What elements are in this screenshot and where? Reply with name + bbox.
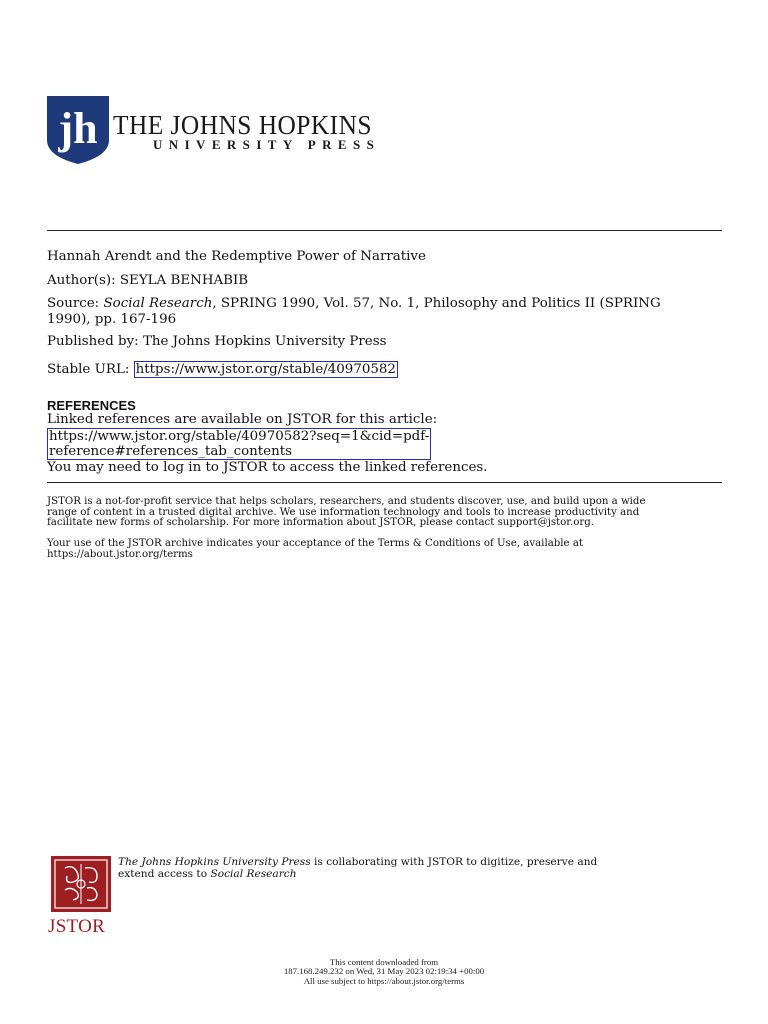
footer-line-2: 187.168.249.232 on Wed, 31 May 2023 02:19:34 +00:00 (283, 966, 485, 977)
collaboration-text-2: extend access to (118, 867, 211, 880)
published-label: Published by: (47, 334, 139, 349)
references-intro: Linked references are available on JSTOR for this article: (47, 412, 438, 427)
author-name: SEYLA BENHABIB (119, 273, 249, 288)
source-line-1 (47, 295, 661, 312)
footer-line-1: This content downloaded from (329, 957, 439, 967)
download-footer (0, 958, 768, 986)
collaboration-publisher: The Johns Hopkins University Press (118, 856, 311, 868)
jstor-logo (48, 856, 116, 938)
publisher-logo (47, 96, 381, 166)
notice-line: JSTOR is a not-for-profit service that helps scholars, researchers, and students discover, use, and build upon a wide (47, 496, 646, 507)
footer-line-3: All use subject to https://about.jstor.org/terms (303, 975, 465, 986)
collaboration-journal: Social Research (210, 867, 297, 880)
notice-line: facilitate new forms of scholarship. For more information about JSTOR, please contact support@jstor.org. (47, 517, 595, 529)
collaboration-statement (118, 857, 678, 880)
references-link-line-1: https://www.jstor.org/stable/40970582?seq=1&cid=pdf- (49, 428, 430, 444)
source-details: , SPRING 1990, Vol. 57, No. 1, Philosophy and Politics II (SPRING (212, 296, 661, 311)
publisher-name: THE JOHNS HOPKINS (113, 110, 372, 140)
references-link[interactable] (47, 428, 431, 460)
top-divider (47, 230, 722, 231)
published-by: The Johns Hopkins University Press (142, 334, 387, 349)
terms-link[interactable]: https://about.jstor.org/terms (47, 548, 193, 560)
jstor-emblem-icon (51, 856, 111, 912)
terms-line: Your use of the JSTOR archive indicates your acceptance of the Terms & Conditions of Use, available at (47, 538, 583, 549)
source-line-2: 1990), pp. 167-196 (47, 312, 177, 327)
jstor-notice-paragraph (47, 497, 722, 529)
source-journal: Social Research (103, 296, 213, 311)
jstor-wordmark: JSTOR (48, 916, 106, 937)
collaboration-line-2 (118, 869, 678, 881)
stable-url-label: Stable URL: (47, 362, 130, 377)
terms-paragraph (47, 539, 722, 560)
references-note: You may need to log in to JSTOR to access the linked references. (47, 459, 488, 475)
author-label: Author(s): (47, 273, 116, 288)
source-label: Source: (47, 296, 100, 311)
collaboration-text-1: is collaborating with JSTOR to digitize, preserve and (310, 856, 598, 868)
published-line (47, 333, 386, 350)
references-heading: REFERENCES (47, 398, 136, 413)
jhu-shield-logo (47, 96, 109, 164)
author-line (47, 272, 248, 289)
middle-divider (47, 482, 722, 483)
stable-url-line (47, 361, 398, 378)
references-link-line-2: reference#references_tab_contents (49, 443, 292, 459)
stable-url-link[interactable]: https://www.jstor.org/stable/40970582 (135, 362, 396, 377)
references-body (47, 412, 722, 475)
jhu-mark: jh (58, 104, 98, 153)
article-title: Hannah Arendt and the Redemptive Power of Narrative (47, 249, 426, 264)
publisher-subname: UNIVERSITY PRESS (153, 137, 381, 152)
notice-line: range of content in a trusted digital archive. We use information technology and tools to increase productivity and (47, 506, 640, 518)
